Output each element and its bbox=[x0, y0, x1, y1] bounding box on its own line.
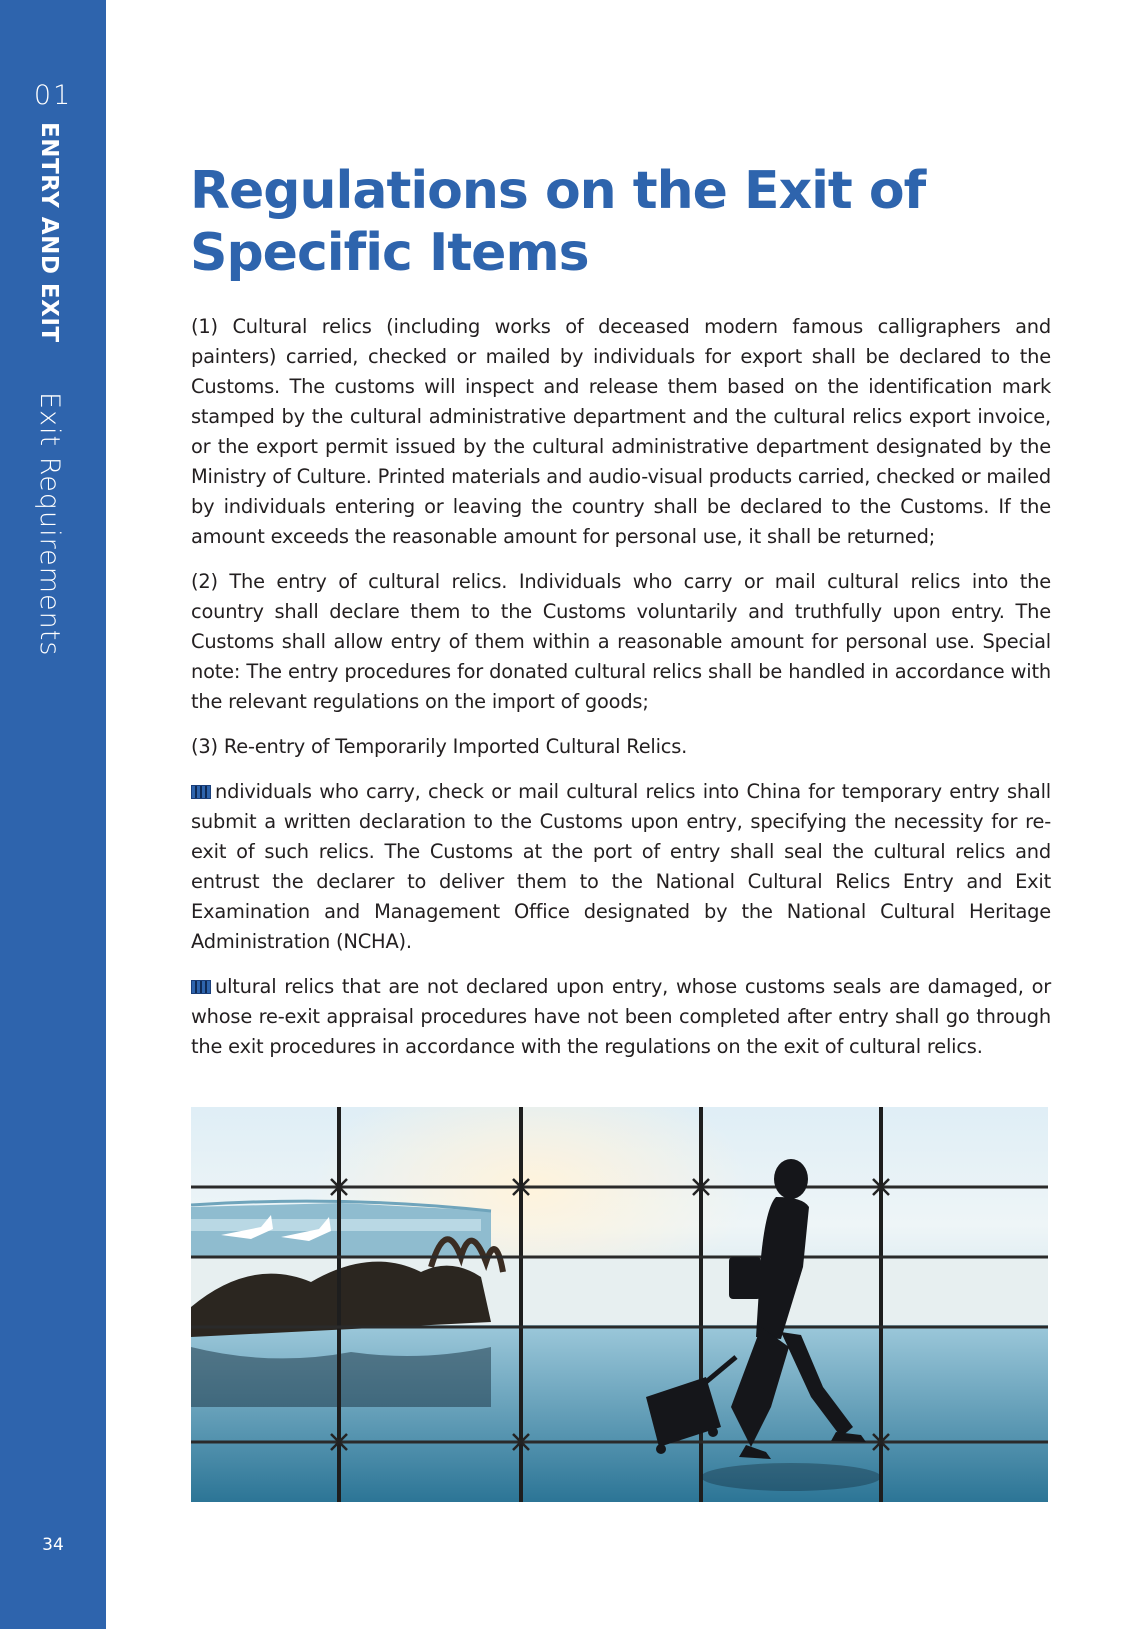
section-title: Exit Requirements bbox=[34, 392, 65, 657]
page-number: 34 bbox=[42, 1535, 64, 1555]
chapter-number: 01 bbox=[33, 80, 73, 111]
paragraph-3: (3) Re-entry of Temporarily Imported Cultural Relics. bbox=[191, 735, 688, 758]
paragraph-1: (1) Cultural relics (including works of deceased modern famous calligraphers and painters) carried, checked or mailed by individuals for export shall be declared to the Customs. The customs will inspect and release them based on the identification mark stamped by the cultural administrative department and the cultural relics export invoice, or the export permit issued by the cultural administrative department designated by the Ministry of Culture. Printed materials and audio-visual products carried, checked or mailed by individuals entering or leaving the country shall be declared to the Customs. If the amount exceeds the reasonable amount for personal use, it shall be returned; bbox=[191, 315, 1051, 548]
bullet-icon bbox=[191, 980, 211, 994]
bullet-text-2: ultural relics that are not declared upon entry, whose customs seals are damaged, or whose re-exit appraisal procedures have not been completed after entry shall go through the exit procedures in accordance with the regulations on the exit of cultural relics. bbox=[191, 975, 1051, 1058]
bullet-text-1: ndividuals who carry, check or mail cultural relics into China for temporary entry shall submit a written declaration to the Customs upon entry, specifying the necessity for re-exit of such relics. The Customs at the port of entry shall seal the cultural relics and entrust the declarer to deliver them to the National Cultural Relics Entry and Exit Examination and Management Office designated by the National Cultural Heritage Administration (NCHA). bbox=[191, 780, 1051, 953]
page-title: Regulations on the Exit of Specific Items bbox=[190, 161, 926, 283]
paragraph-2: (2) The entry of cultural relics. Individuals who carry or mail cultural relics into the country shall declare them to the Customs voluntarily and truthfully upon entry. The Customs shall allow entry of them within a reasonable amount for personal use. Special note: The entry procedures for donated cultural relics shall be handled in accordance with the relevant regulations on the import of goods; bbox=[191, 570, 1051, 713]
bullet-icon bbox=[191, 785, 211, 799]
chapter-sidebar bbox=[0, 0, 106, 1629]
bullet-item-2 bbox=[191, 972, 1051, 1062]
chapter-title: ENTRY AND EXIT bbox=[36, 122, 62, 343]
airport-traveler-photo bbox=[191, 1107, 1048, 1502]
body-text bbox=[191, 312, 1051, 1077]
bullet-item-1 bbox=[191, 777, 1051, 957]
